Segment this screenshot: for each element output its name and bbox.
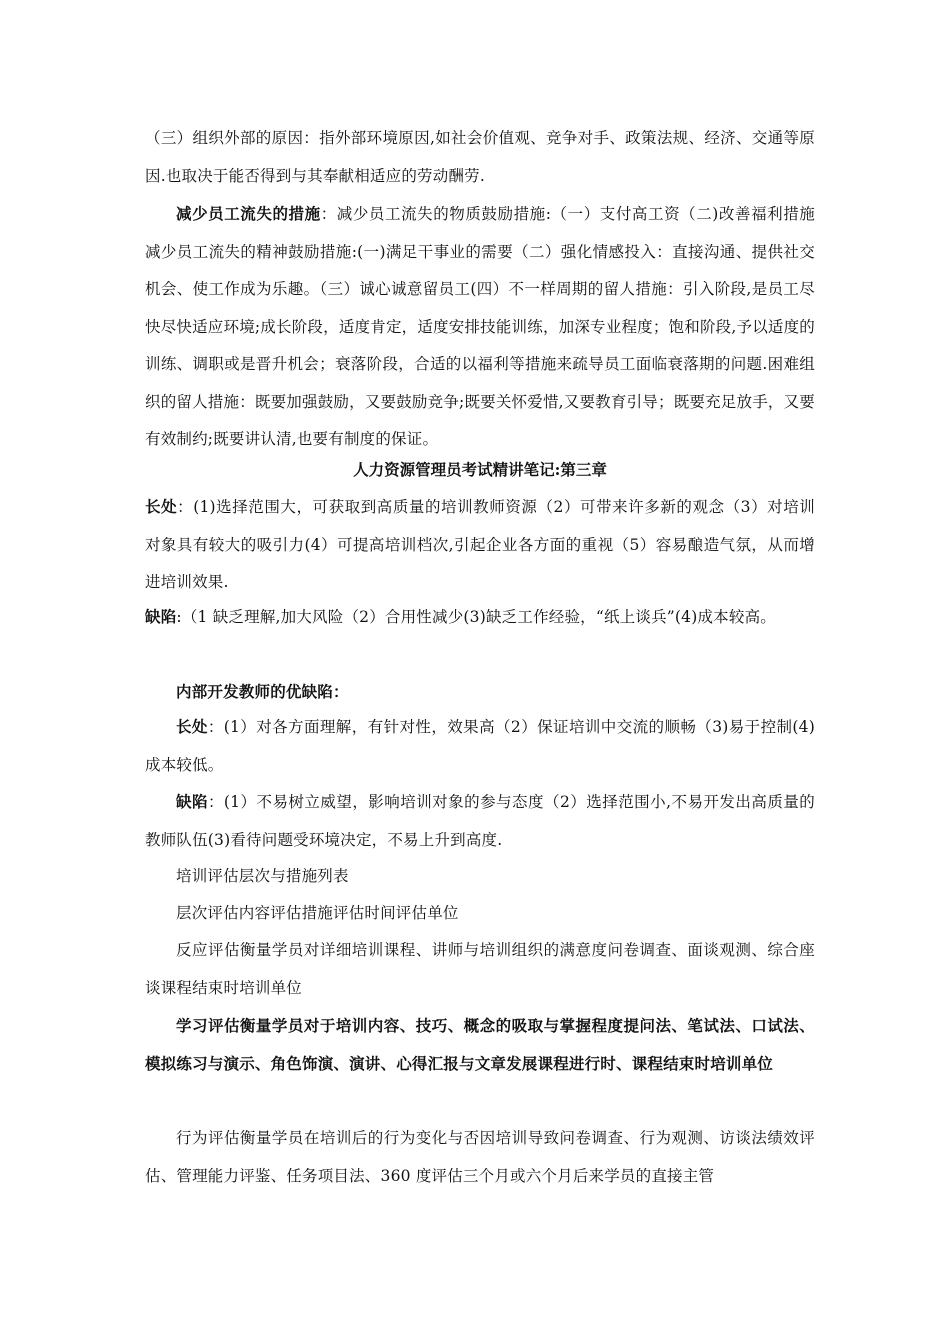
paragraph-reduce-turnover xyxy=(145,195,815,459)
reduce-turnover-label: 减少员工流失的措施 xyxy=(176,204,321,223)
internal-pros-label: 长处 xyxy=(176,717,208,736)
external-pros-label: 长处 xyxy=(145,497,178,516)
reduce-turnover-text: ：减少员工流失的物质鼓励措施:（一）支付高工资（二)改善福利措施减少员工流失的精神鼓励措施:(一)满足干事业的需要（二）强化情感投入：直接沟通、提供社交机会、使工作成为乐趣。（三）诚心诚意留员工(四）不一样周期的留人措施：引入阶段,是员工尽快尽快适应环境;成长阶段，适度肯定，适度安排技能训练，加深专业程度；饱和阶段,予以适度的训练、调职或是晋升机会；衰落阶段，合适的以福利等措施来疏导员工面临衰落期的问题.困难组织的留人措施：既要加强鼓励，又要鼓励竞争;既要关怀爱惜,又要教育引导；既要充足放手，又要有效制约;既要讲认清,也要有制度的保证。 xyxy=(145,205,815,448)
paragraph-reaction-eval: 反应评估衡量学员对详细培训课程、讲师与培训组织的满意度问卷调查、面谈观测、综合座谈课程结束时培训单位 xyxy=(145,941,815,997)
external-pros-text: ：(1)选择范围大，可获取到高质量的培训教师资源（2）可带来许多新的观念（3）对培训对象具有较大的吸引力(4）可提高培训档次,引起企业各方面的重视（5）容易酿造气氛，从而增进培训效果. xyxy=(145,498,815,591)
internal-pros-text: ：(1）对各方面理解，有针对性，效果高（2）保证培训中交流的顺畅（3)易于控制(4)成本较低。 xyxy=(145,718,815,774)
paragraph-external-causes: （三）组织外部的原因：指外部环境原因,如社会价值观、竞争对手、政策法规、经济、交通等原因.也取决于能否得到与其奉献相适应的劳动酬劳. xyxy=(145,129,815,185)
paragraph-external-pros xyxy=(145,488,815,602)
eval-table-title: 培训评估层次与措施列表 xyxy=(176,867,349,885)
paragraph-internal-pros xyxy=(145,708,815,784)
chapter-title: 人力资源管理员考试精讲笔记:第三章 xyxy=(353,460,607,479)
eval-table-header: 层次评估内容评估措施评估时间评估单位 xyxy=(176,904,459,922)
external-cons-text: :（1 缺乏理解,加大风险（2）合用性减少(3)缺乏工作经验，“纸上谈兵”(4)成本较高。 xyxy=(176,608,776,626)
internal-cons-label: 缺陷 xyxy=(176,792,208,811)
paragraph-behavior-eval: 行为评估衡量学员在培训后的行为变化与否因培训导致问卷调查、行为观测、访谈法绩效评估、管理能力评鉴、任务项目法、360 度评估三个月或六个月后来学员的直接主管 xyxy=(145,1129,815,1185)
paragraph-internal-cons xyxy=(145,783,815,859)
external-cons-label: 缺陷 xyxy=(145,607,177,626)
paragraph-external-cons xyxy=(145,598,815,637)
internal-cons-text: ：(1）不易树立威望，影响培训对象的参与态度（2）选择范围小,不易开发出高质量的教师队伍(3)看待问题受环境决定，不易上升到高度. xyxy=(145,793,815,849)
internal-heading: 内部开发教师的优缺陷： xyxy=(176,682,349,701)
paragraph-learning-eval: 学习评估衡量学员对于培训内容、技巧、概念的吸取与掌握程度提问法、笔试法、口试法、模拟练习与演示、角色饰演、演讲、心得汇报与文章发展课程进行时、课程结束时培训单位 xyxy=(145,1016,815,1073)
